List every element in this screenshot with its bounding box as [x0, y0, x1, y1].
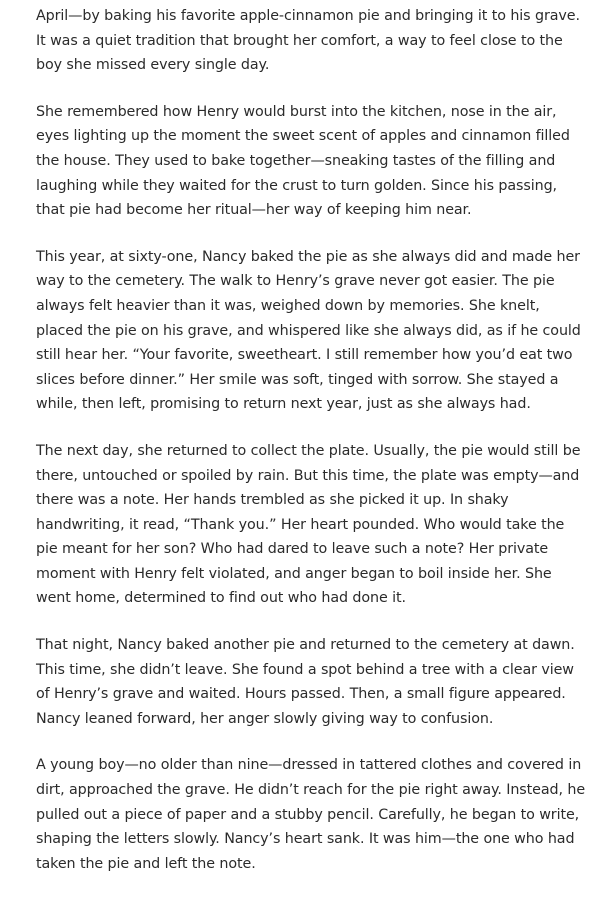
paragraph-1: April—by baking his favorite apple-cinnamon pie and bringing it to his grave. It was a quiet tradition that brought her comfort, a way to feel close to the boy she missed every single day. — [36, 8, 580, 74]
paragraph-4: The next day, she returned to collect the plate. Usually, the pie would still be there, untouched or spoiled by rain. But this time, the plate was empty—and there was a note. Her hands trembled as she picked it up. In shaky handwriting, it read, “Thank you.” Her heart pounded. Who would take the pie meant for her son? Who had dared to leave such a note? Her private moment with Henry felt violated, and anger began to boil inside her. She went home, determined to find out who had done it. — [36, 442, 581, 607]
paragraph-6: A young boy—no older than nine—dressed in tattered clothes and covered in dirt, approached the grave. He didn’t reach for the pie right away. Instead, he pulled out a piece of paper and a stubby pencil. Carefully, he began to write, shaping the letters slowly. Nancy’s heart sank. It was him—the one who had taken the pie and left the note. — [36, 757, 586, 872]
article-body — [36, 4, 588, 898]
paragraph-2: She remembered how Henry would burst into the kitchen, nose in the air, eyes lighting up the moment the sweet scent of apples and cinnamon filled the house. They used to bake together—sneaking tastes of the filling and laughing while they waited for the crust to turn golden. Since his passing, that pie had become her ritual—her way of keeping him near. — [36, 103, 570, 219]
paragraph-5: That night, Nancy baked another pie and returned to the cemetery at dawn. This time, she didn’t leave. She found a spot behind a tree with a clear view of Henry’s grave and waited. Hours passed. Then, a small figure appeared. Nancy leaned forward, her anger slowly giving way to confusion. — [36, 637, 575, 727]
paragraph-3: This year, at sixty-one, Nancy baked the pie as she always did and made her way to the cemetery. The walk to Henry’s grave never got easier. The pie always felt heavier than it was, weighed down by memories. She knelt, placed the pie on his grave, and whispered like she always did, as if he could still hear her. “Your favorite, sweetheart. I still remember how you’d eat two slices before dinner.” Her smile was soft, tinged with sorrow. She stayed a while, then left, promising to return next year, just as she always had. — [36, 248, 581, 413]
